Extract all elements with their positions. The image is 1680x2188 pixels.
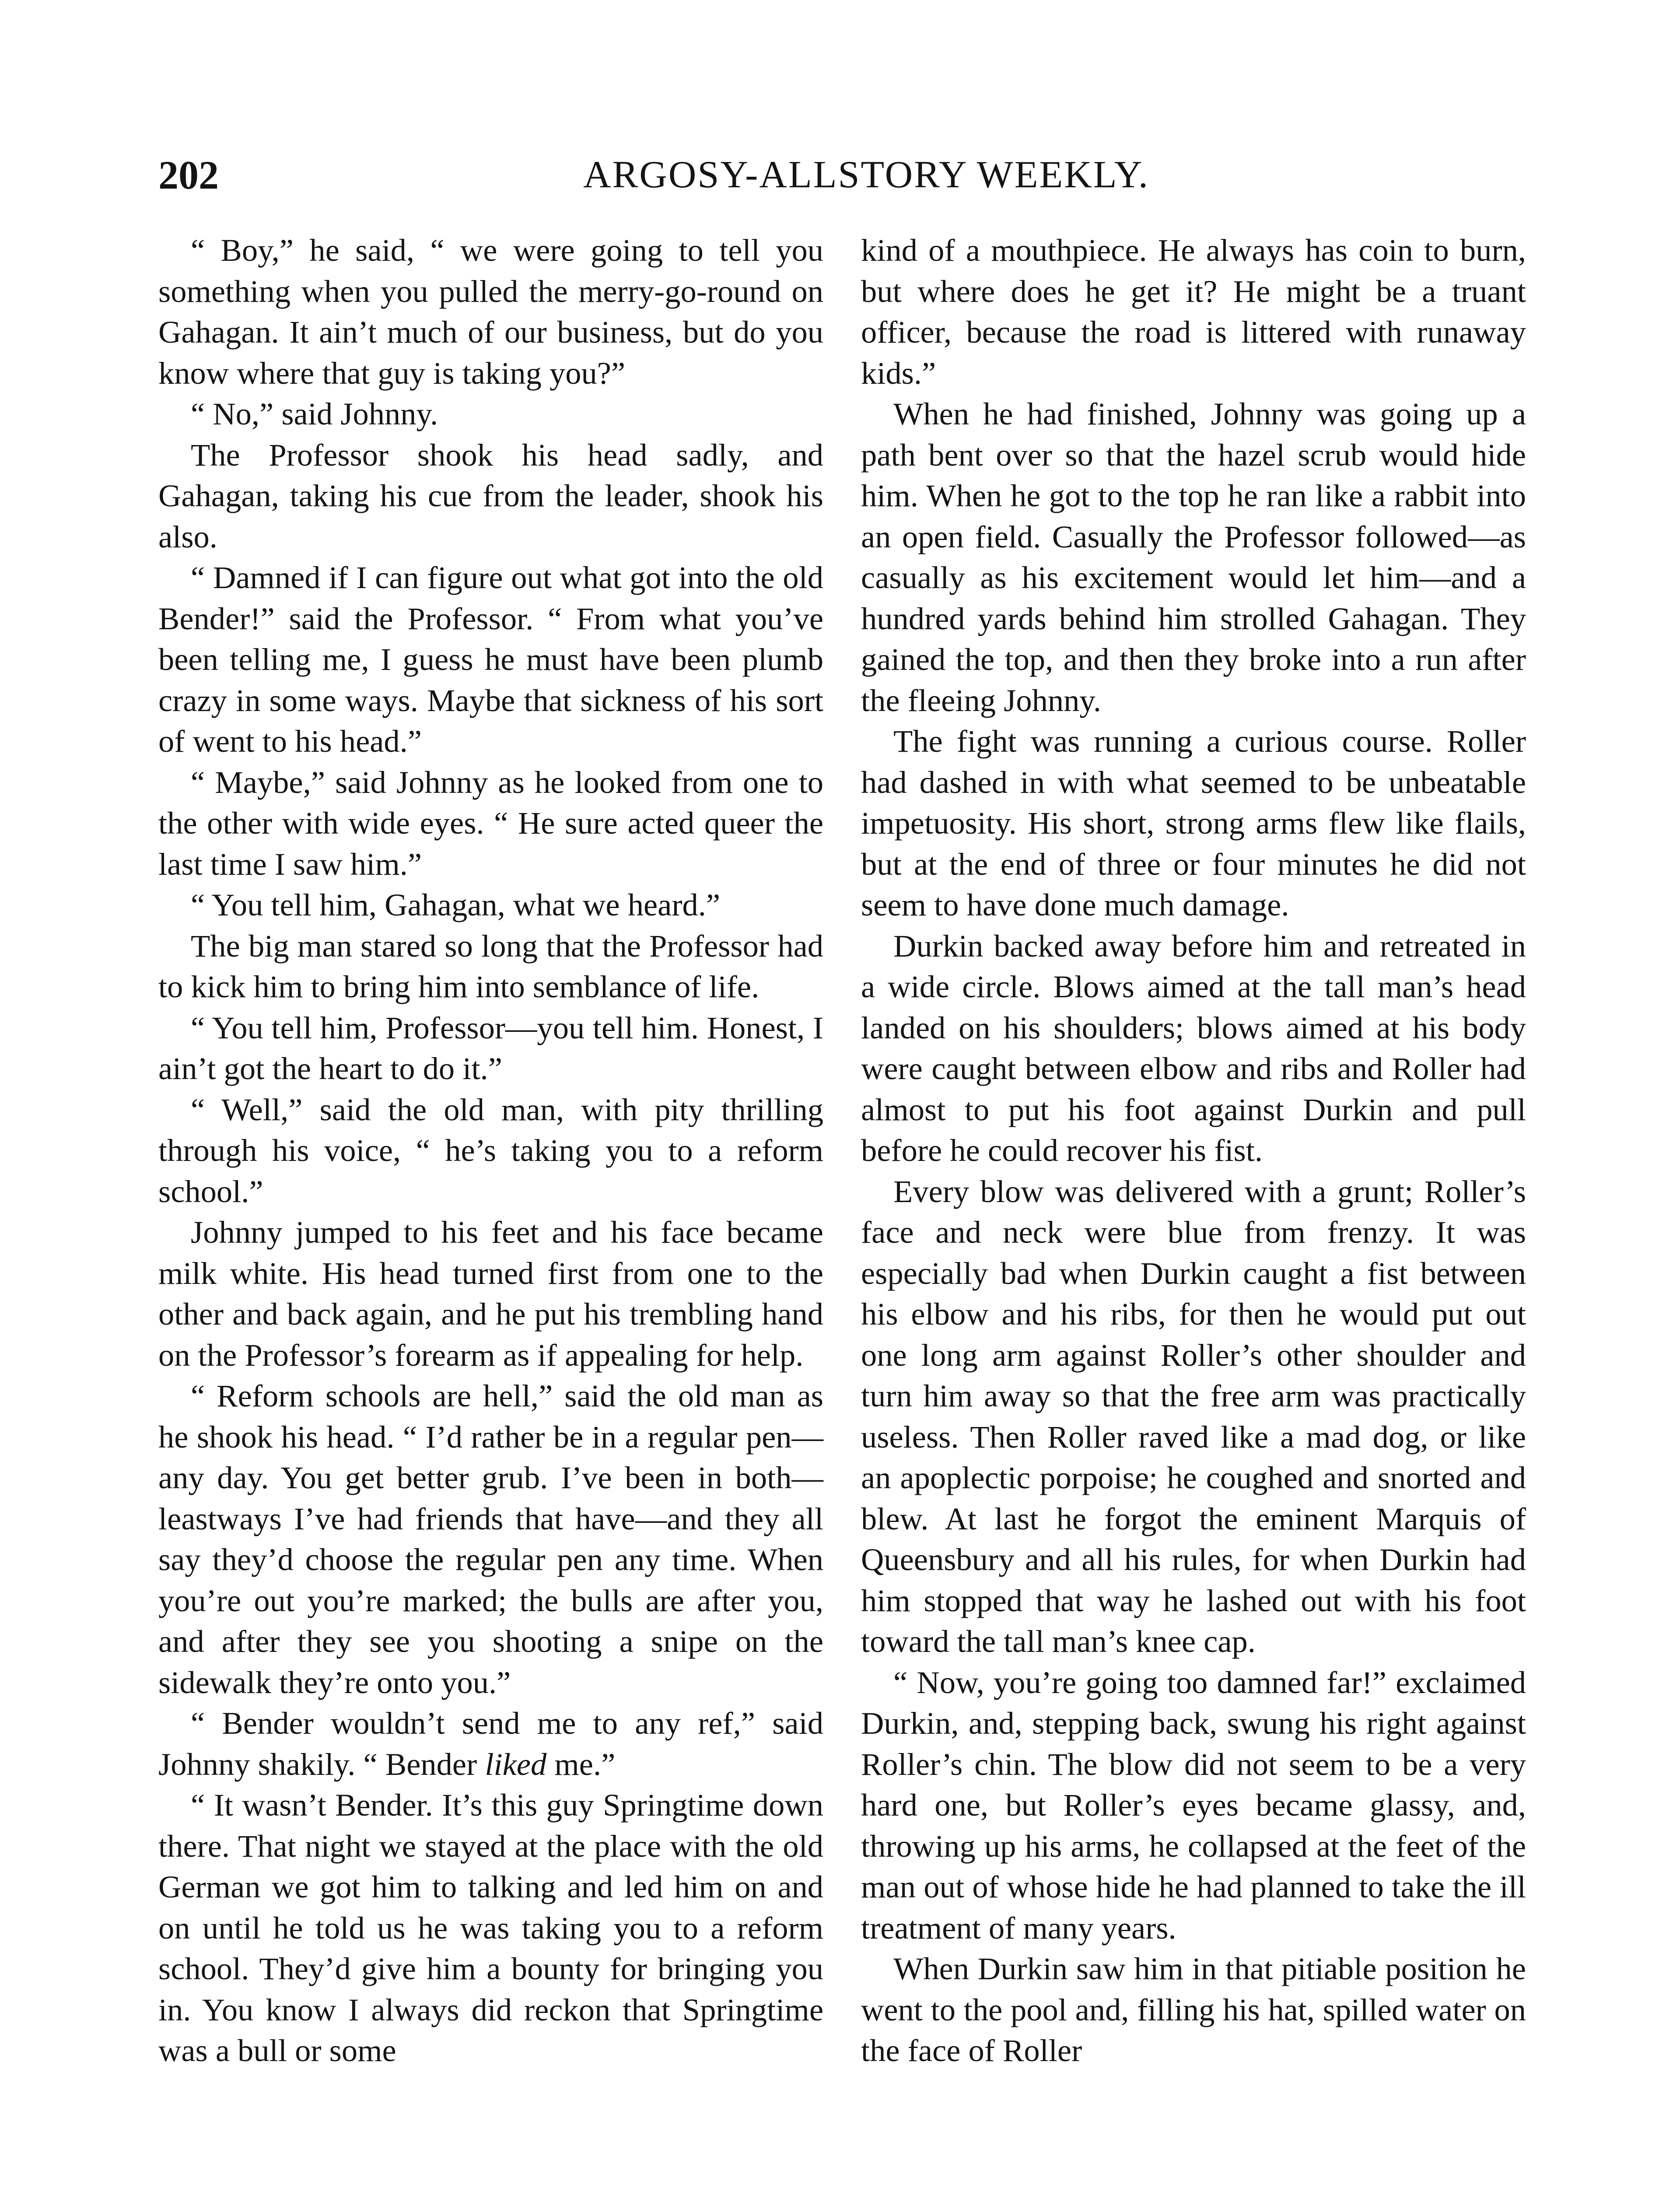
paragraph: The big man stared so long that the Professor had to kick him to bring him into semblance of life. [158,928,823,1004]
paragraph: Durkin backed away before him and retreated in a wide circle. Blows aimed at the tall man’s head landed on his shoulders; blows aimed at his body were caught between elbow and ribs and Roller had almost to put his foot against Durkin and pull before he could recover his fist. [861,928,1526,1168]
paragraph-continued: kind of a mouthpiece. He always has coin to burn, but where does he get it? He might be a truant officer, because the road is littered with runaway kids.” [861,232,1526,391]
paragraph: When Durkin saw him in that pitiable position he went to the pool and, filling his hat, spilled water on the face of Roller [861,1951,1526,2068]
paragraph: Johnny jumped to his feet and his face became milk white. His head turned first from one to the other and back again, and he put his trembling hand on the Professor’s forearm as if appealing for help. [158,1214,823,1373]
left-column [158,230,823,2071]
paragraph: “ Reform schools are hell,” said the old man as he shook his head. “ I’d rather be in a regular pen—any day. You get better grub. I’ve been in both—leastways I’ve had friends that have—and they all say they’d choose the regular pen any time. When you’re out you’re marked; the bulls are after you, and after they see you shooting a snipe on the sidewalk they’re onto you.” [158,1378,823,1700]
paragraph: When he had finished, Johnny was going up a path bent over so that the hazel scrub would hide him. When he got to the top he ran like a rabbit into an open field. Casually the Professor followed—as casually as his excitement would let him—and a hundred yards behind him strolled Gahagan. They gained the top, and then they broke into a run after the fleeing Johnny. [861,396,1526,718]
paragraph-text: me.” [546,1746,616,1782]
paragraph: “ You tell him, Professor—you tell him. Honest, I ain’t got the heart to do it.” [158,1010,823,1086]
paragraph: “ Well,” said the old man, with pity thrilling through his voice, “ he’s taking you to a reform school.” [158,1091,823,1209]
italic-text: liked [485,1746,547,1782]
paragraph [158,1703,823,1785]
running-title: ARGOSY-ALLSTORY WEEKLY. [583,154,1149,196]
paragraph-text: “ Bender wouldn’t send me to any ref,” said Johnny shakily. “ Bender [158,1705,823,1782]
paragraph: Every blow was delivered with a grunt; Roller’s face and neck were blue from frenzy. It was especially bad when Durkin caught a fist between his elbow and his ribs, for then he would put out one long arm against Roller’s other shoulder and turn him away so that the free arm was practically useless. Then Roller raved like a mad dog, or like an apoplectic porpoise; he coughed and snorted and blew. At last he forgot the eminent Marquis of Queensbury and all his rules, for when Durkin had him stopped that way he lashed out with his foot toward the tall man’s knee cap. [861,1173,1526,1659]
paragraph: “ Boy,” he said, “ we were going to tell you something when you pulled the merry-go-round on Gahagan. It ain’t much of our business, but do you know where that guy is taking you?” [158,232,823,391]
right-column [861,230,1526,2071]
paragraph: The fight was running a curious course. Roller had dashed in with what seemed to be unbeatable impetuosity. His short, strong arms flew like flails, but at the end of three or four minutes he did not seem to have done much damage. [861,723,1526,922]
page-number: 202 [158,153,219,197]
paragraph: “ It wasn’t Bender. It’s this guy Springtime down there. That night we stayed at the place with the old German we got him to talking and led him on and on until he told us he was taking you to a reform school. They’d give him a bounty for bringing you in. You know I always did reckon that Springtime was a bull or some [158,1787,823,2068]
paragraph: The Professor shook his head sadly, and Gahagan, taking his cue from the leader, shook his also. [158,437,823,554]
paragraph: “ Maybe,” said Johnny as he looked from one to the other with wide eyes. “ He sure acted queer the last time I saw him.” [158,764,823,882]
paragraph: “ You tell him, Gahagan, what we heard.” [191,887,721,922]
paragraph: “ Now, you’re going too damned far!” exclaimed Durkin, and, stepping back, swung his right against Roller’s chin. The blow did not seem to be a very hard one, but Roller’s eyes became glassy, and, throwing up his arms, he collapsed at the feet of the man out of whose hide he had planned to take the ill treatment of many years. [861,1664,1526,1946]
paragraph: “ Damned if I can figure out what got into the old Bender!” said the Professor. “ From what you’ve been telling me, I guess he must have been plumb crazy in some ways. Maybe that sickness of his sort of went to his head.” [158,560,823,759]
page-header [0,149,1680,201]
paragraph: “ No,” said Johnny. [191,396,438,431]
